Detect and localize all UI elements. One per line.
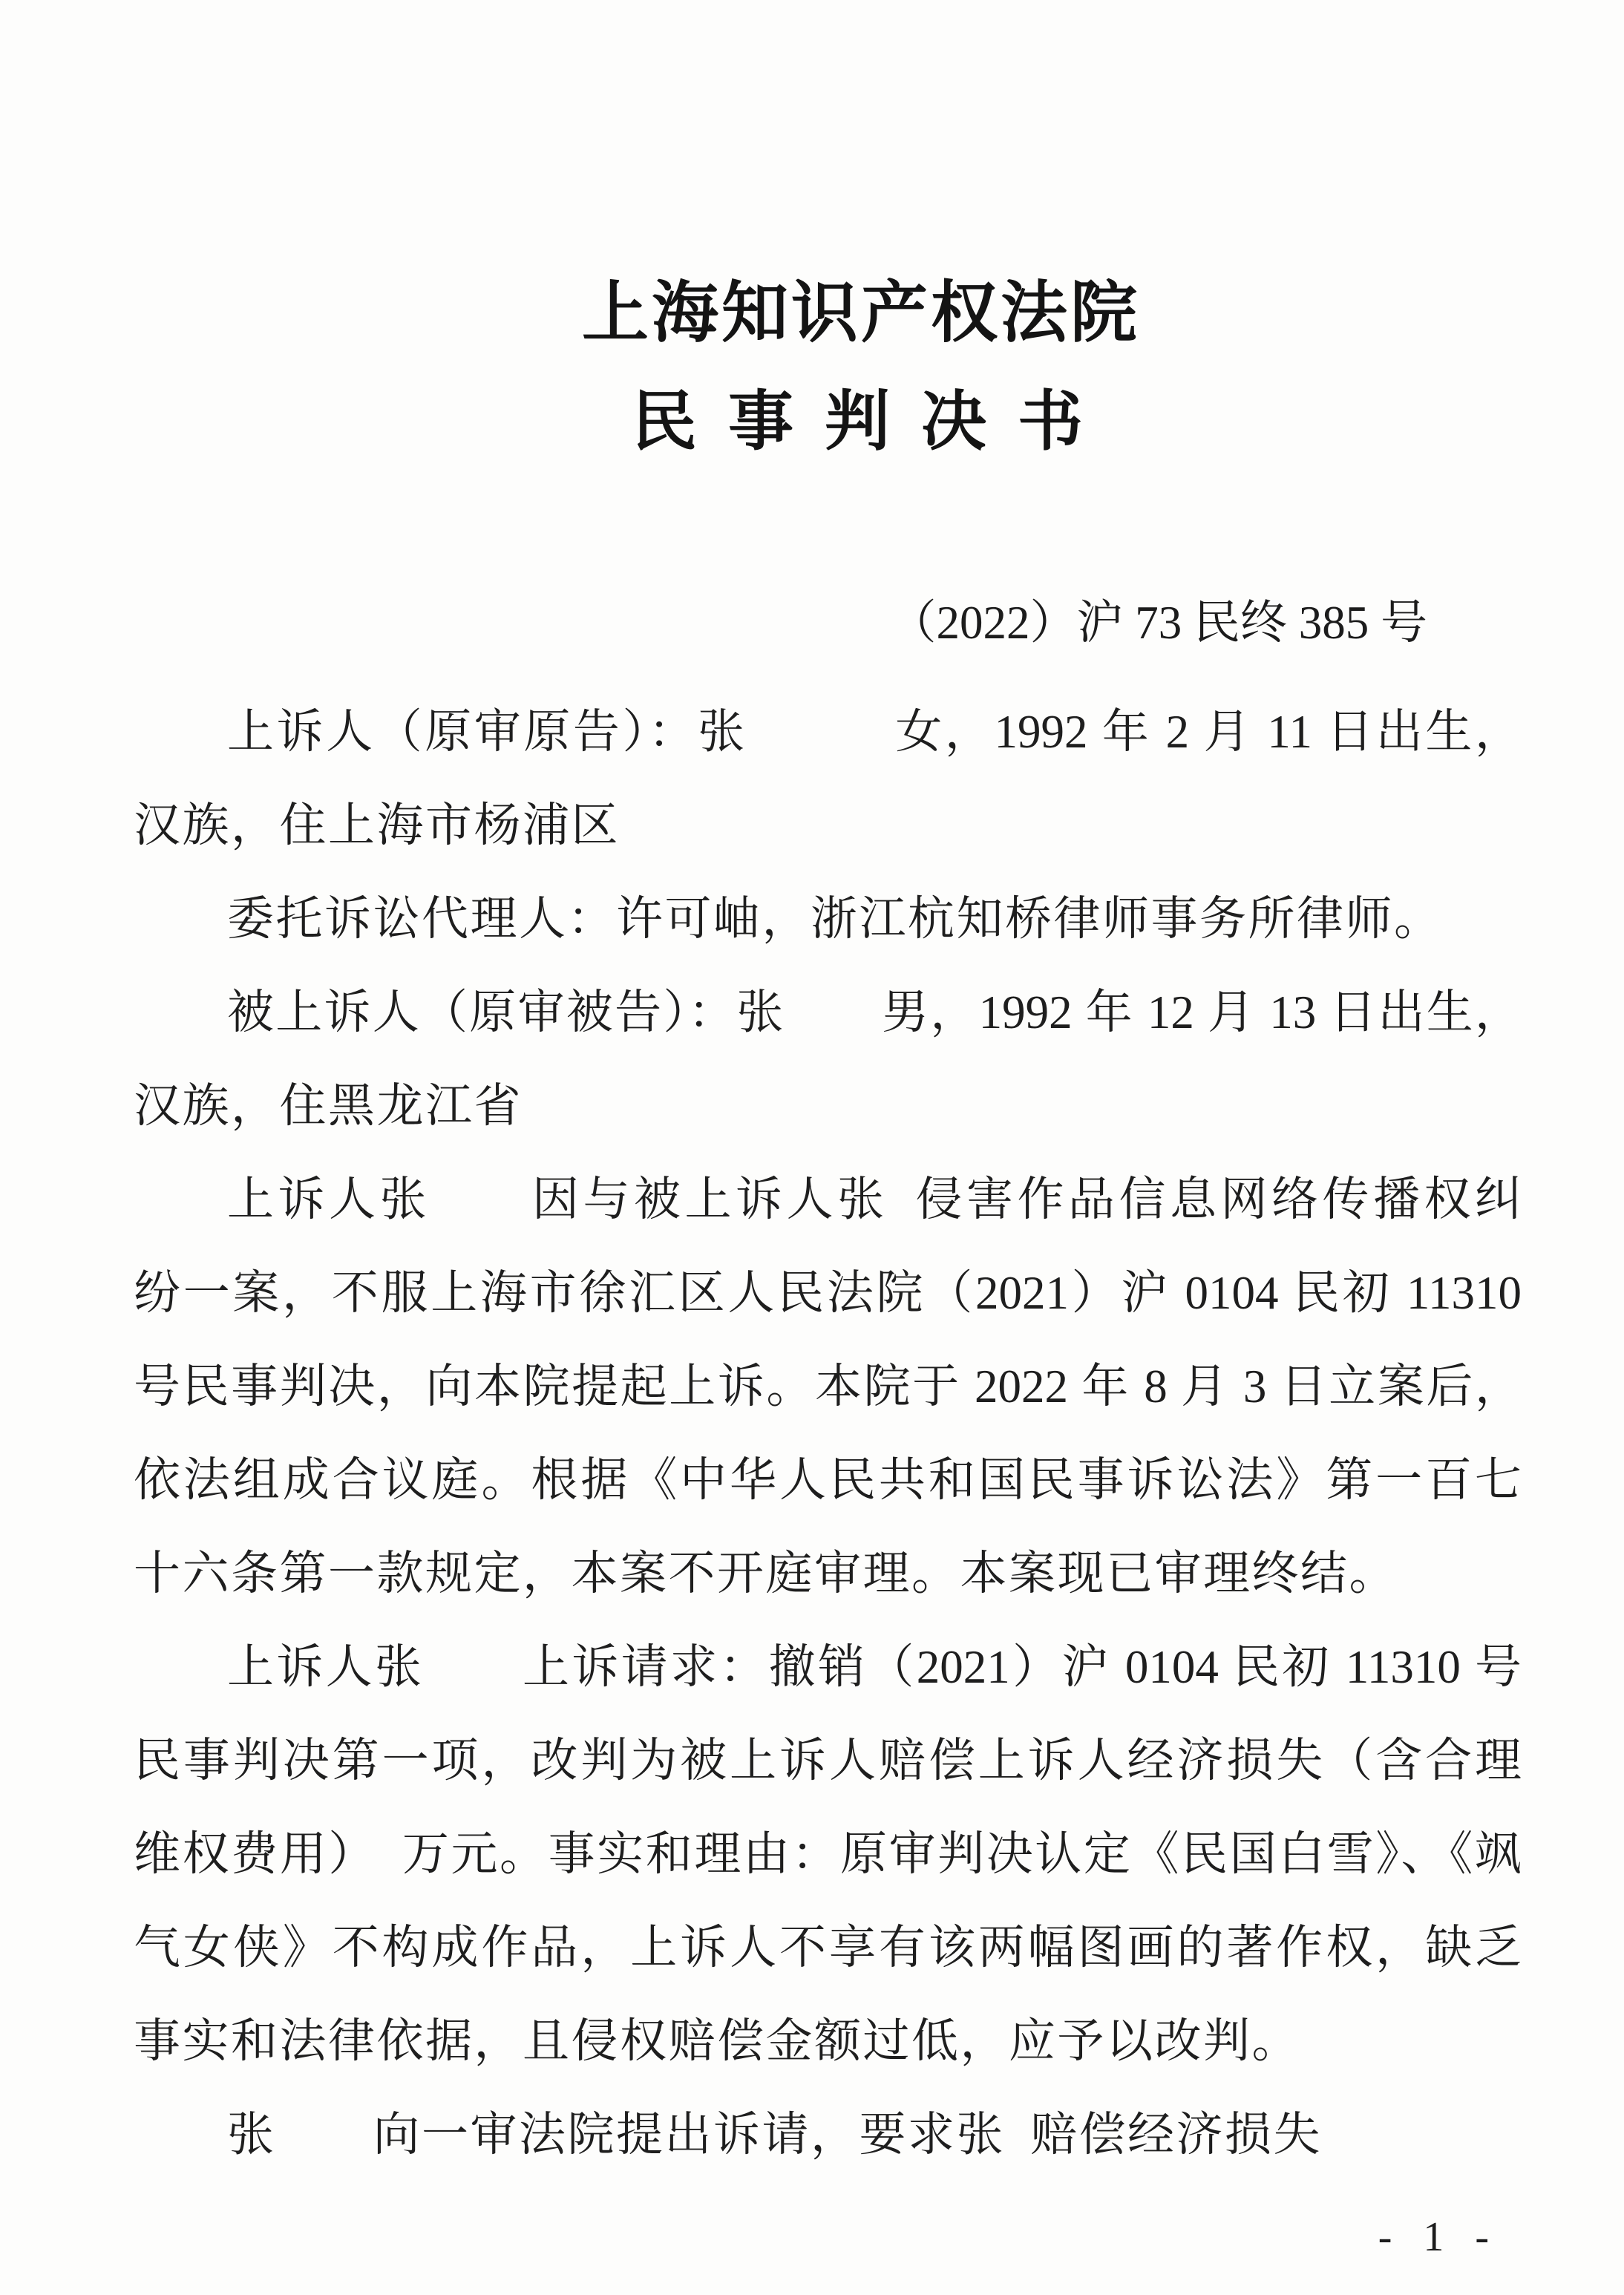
text-line: 汉族，住上海市杨浦区: [134, 799, 620, 851]
text-line: 维权费用） 万元。事实和理由：原审判决认定《民国白雪》、《飒: [134, 1828, 1522, 1880]
text-line: 被上诉人（原审被告）：张 男，1992 年 12 月 13 日出生，: [227, 986, 1522, 1038]
court-name-title: 上海知识产权法院: [582, 277, 1140, 350]
body-text: [134, 685, 1522, 2181]
text-line: 依法组成合议庭。根据《中华人民共和国民事诉讼法》第一百七: [134, 1454, 1522, 1506]
text-line: 号民事判决，向本院提起上诉。本院于 2022 年 8 月 3 日立案后，: [134, 1361, 1522, 1412]
text-line: 上诉人（原审原告）：张 女，1992 年 2 月 11 日出生，: [227, 706, 1522, 758]
text-line: 委托诉讼代理人：许可岫，浙江杭知桥律师事务所律师。: [227, 893, 1443, 945]
text-line: 上诉人张 因与被上诉人张 侵害作品信息网络传播权纠: [227, 1173, 1522, 1225]
text-line: 张 向一审法院提出诉请，要求张 赔偿经济损失: [227, 2109, 1322, 2161]
text-line: 上诉人张 上诉请求：撤销（2021）沪 0104 民初 11310 号: [227, 1641, 1522, 1693]
text-line: 十六条第一款规定，本案不开庭审理。本案现已审理终结。: [134, 1548, 1398, 1600]
page-number: - 1 -: [1378, 2214, 1499, 2260]
case-number: （2022）沪 73 民终 385 号: [889, 597, 1427, 649]
text-line: 纷一案，不服上海市徐汇区人民法院（2021）沪 0104 民初 11310: [134, 1267, 1522, 1319]
text-line: 事实和法律依据，且侵权赔偿金额过低，应予以改判。: [134, 2015, 1300, 2067]
text-line: 汉族，住黑龙江省: [134, 1080, 523, 1132]
text-line: 民事判决第一项，改判为被上诉人赔偿上诉人经济损失（含合理: [134, 1735, 1522, 1787]
document-type-title: 民 事 判 决 书: [631, 387, 1090, 459]
text-line: 气女侠》不构成作品，上诉人不享有该两幅图画的著作权，缺乏: [134, 1922, 1522, 1974]
